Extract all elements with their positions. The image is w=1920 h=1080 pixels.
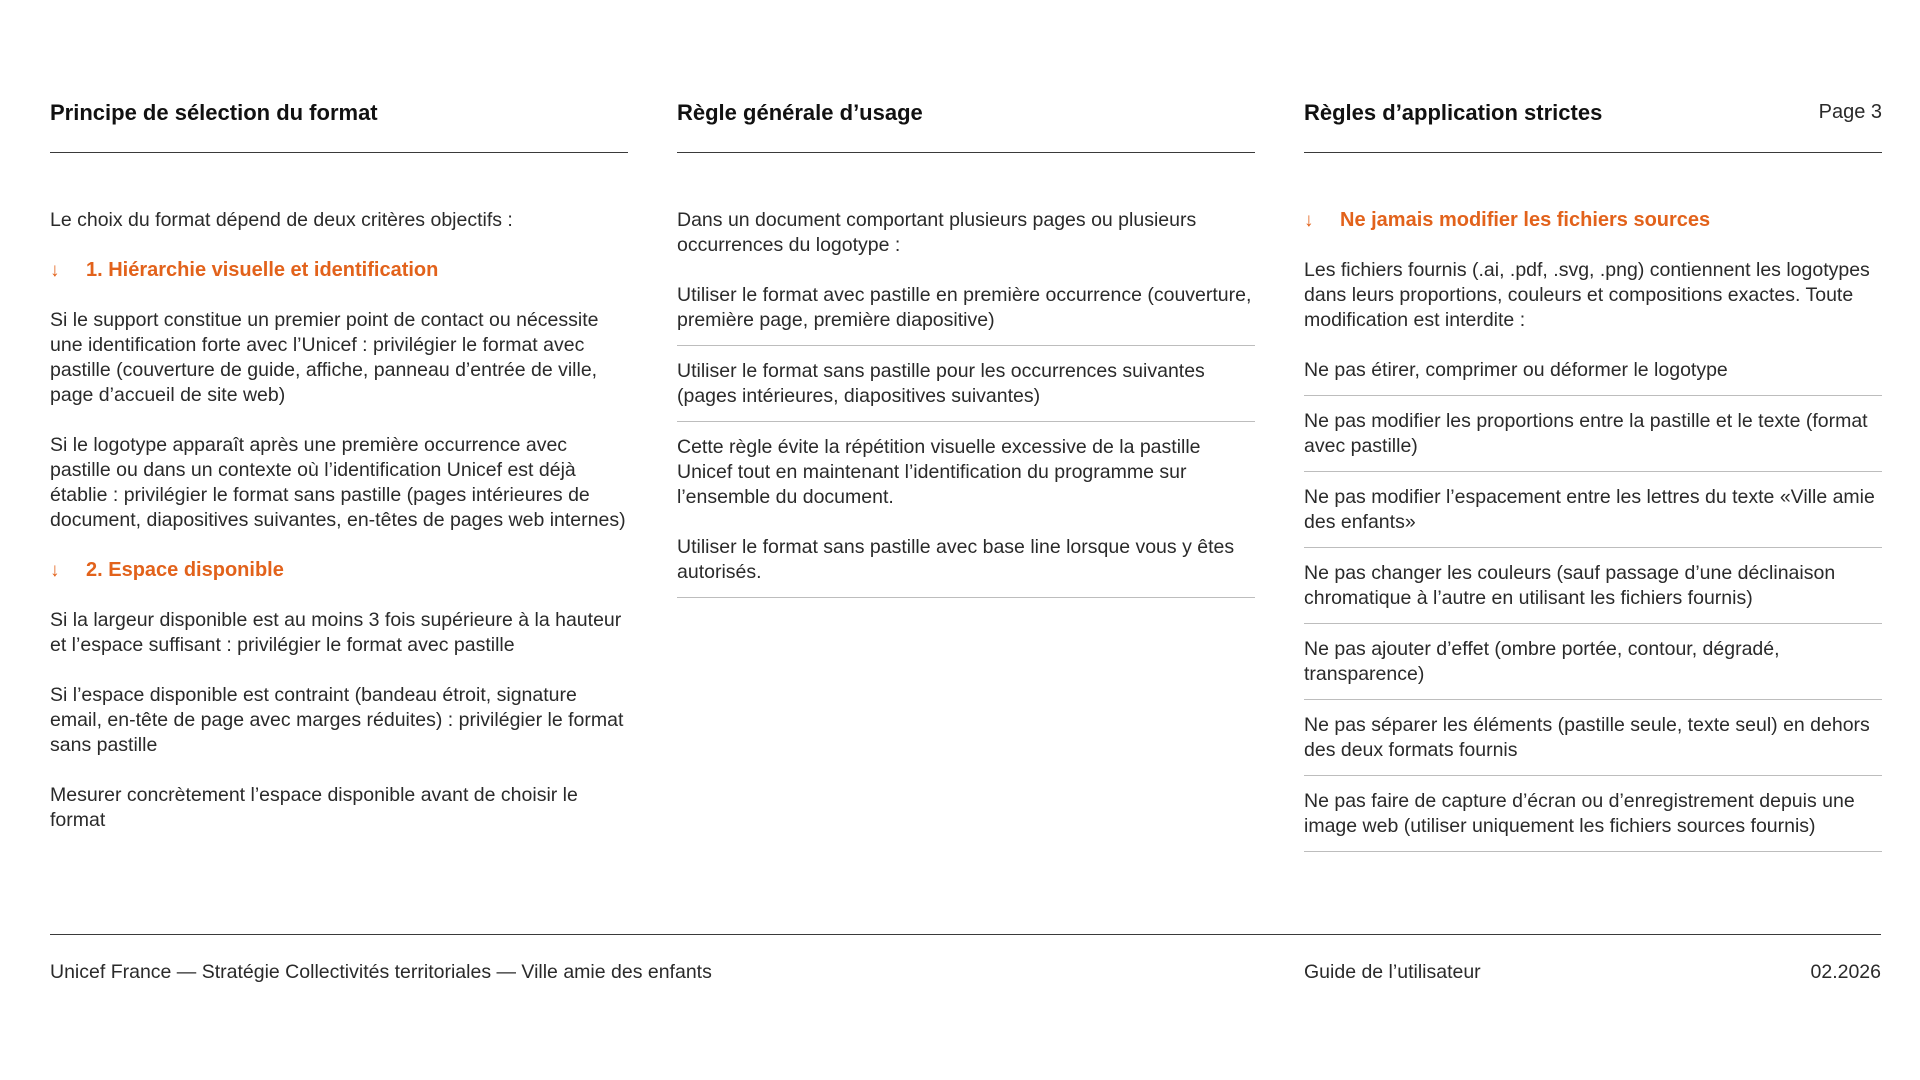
column-header bbox=[50, 100, 628, 153]
footer-date: 02.2026 bbox=[1810, 961, 1881, 983]
rule-item bbox=[1304, 637, 1882, 700]
rule-item bbox=[677, 283, 1255, 346]
paragraph: Si l’espace disponible est contraint (bandeau étroit, signature email, en-tête de page avec marges réduites) : privilégier le format sans pastille bbox=[50, 684, 624, 756]
column-format-principle bbox=[50, 100, 628, 833]
intro-text: Le choix du format dépend de deux critères objectifs : bbox=[50, 209, 513, 231]
rule-item bbox=[1304, 789, 1882, 852]
arrow-down-icon: ↓ bbox=[50, 260, 60, 281]
rule-item-text: Ne pas faire de capture d’écran ou d’enregistrement depuis une image web (utiliser uniquement les fichiers sources fournis) bbox=[1304, 790, 1855, 837]
rule-item bbox=[677, 435, 1255, 598]
rule-item bbox=[1304, 561, 1882, 624]
rule-item-text: Ne pas ajouter d’effet (ombre portée, contour, dégradé, transparence) bbox=[1304, 638, 1780, 685]
rule-item-text: Utiliser le format sans pastille pour les occurrences suivantes (pages intérieures, diapositives suivantes) bbox=[677, 360, 1205, 407]
arrow-down-icon: ↓ bbox=[1304, 210, 1314, 231]
column-strict-rules bbox=[1304, 100, 1882, 852]
rule-item-text: Ne pas modifier les proportions entre la pastille et le texte (format avec pastille) bbox=[1304, 410, 1868, 457]
rule-item bbox=[1304, 358, 1882, 396]
column-title: Principe de sélection du format bbox=[50, 100, 378, 125]
rule-item bbox=[1304, 485, 1882, 548]
column-body bbox=[50, 153, 628, 833]
footer-organization: Unicef France — Stratégie Collectivités territoriales — Ville amie des enfants bbox=[50, 961, 712, 983]
column-general-rule bbox=[677, 100, 1255, 598]
footer-divider bbox=[50, 934, 1881, 935]
column-header bbox=[677, 100, 1255, 153]
rule-item-text: Ne pas changer les couleurs (sauf passage d’une déclinaison chromatique à l’autre en utilisant les fichiers fournis) bbox=[1304, 562, 1836, 609]
section-heading bbox=[50, 558, 628, 583]
column-title: Règles d’application strictes bbox=[1304, 100, 1603, 125]
intro-text: Dans un document comportant plusieurs pages ou plusieurs occurrences du logotype : bbox=[677, 209, 1197, 256]
column-body bbox=[677, 153, 1255, 598]
paragraph: Si le logotype apparaît après une première occurrence avec pastille ou dans un contexte où l’identification Unicef est déjà établie : privilégier le format sans pastille (pages intérieures de document, diapositives suivantes, en-têtes de pages web internes) bbox=[50, 434, 626, 531]
rule-item-text: Ne pas étirer, comprimer ou déformer le logotype bbox=[1304, 359, 1728, 381]
section-heading-text: Ne jamais modifier les fichiers sources bbox=[1340, 209, 1711, 231]
section-heading bbox=[50, 258, 628, 283]
page-number: Page 3 bbox=[1818, 101, 1882, 123]
section-heading bbox=[1304, 208, 1882, 233]
rule-item-text: Ne pas modifier l’espacement entre les lettres du texte «Ville amie des enfants» bbox=[1304, 486, 1875, 533]
rule-item-text: Cette règle évite la répétition visuelle excessive de la pastille Unicef tout en maintenant l’identification du programme sur l’ensemble du document. Utiliser le format sans pastille avec base line lorsque vous y êtes autorisés. bbox=[677, 436, 1235, 583]
rule-item bbox=[677, 359, 1255, 422]
column-body bbox=[1304, 153, 1882, 852]
column-title: Règle générale d’usage bbox=[677, 100, 923, 125]
rule-item-text: Ne pas séparer les éléments (pastille seule, texte seul) en dehors des deux formats fournis bbox=[1304, 714, 1870, 761]
footer-guide-title: Guide de l’utilisateur bbox=[1304, 961, 1481, 983]
section-heading-text: 2. Espace disponible bbox=[86, 559, 284, 581]
intro-text: Les fichiers fournis (.ai, .pdf, .svg, .png) contiennent les logotypes dans leurs proportions, couleurs et compositions exactes. Toute modification est interdite : bbox=[1304, 259, 1870, 331]
section-heading-text: 1. Hiérarchie visuelle et identification bbox=[86, 259, 439, 281]
rule-item-text: Utiliser le format avec pastille en première occurrence (couverture, première page, première diapositive) bbox=[677, 284, 1252, 331]
column-header bbox=[1304, 100, 1882, 153]
paragraph: Si le support constitue un premier point de contact ou nécessite une identification forte avec l’Unicef : privilégier le format avec pastille (couverture de guide, affiche, panneau d’entrée de ville, page d’accueil de site web) bbox=[50, 309, 599, 406]
rule-item bbox=[1304, 713, 1882, 776]
arrow-down-icon: ↓ bbox=[50, 560, 60, 581]
paragraph: Si la largeur disponible est au moins 3 fois supérieure à la hauteur et l’espace suffisant : privilégier le format avec pastille bbox=[50, 609, 622, 656]
paragraph: Mesurer concrètement l’espace disponible avant de choisir le format bbox=[50, 784, 578, 831]
rule-item bbox=[1304, 409, 1882, 472]
